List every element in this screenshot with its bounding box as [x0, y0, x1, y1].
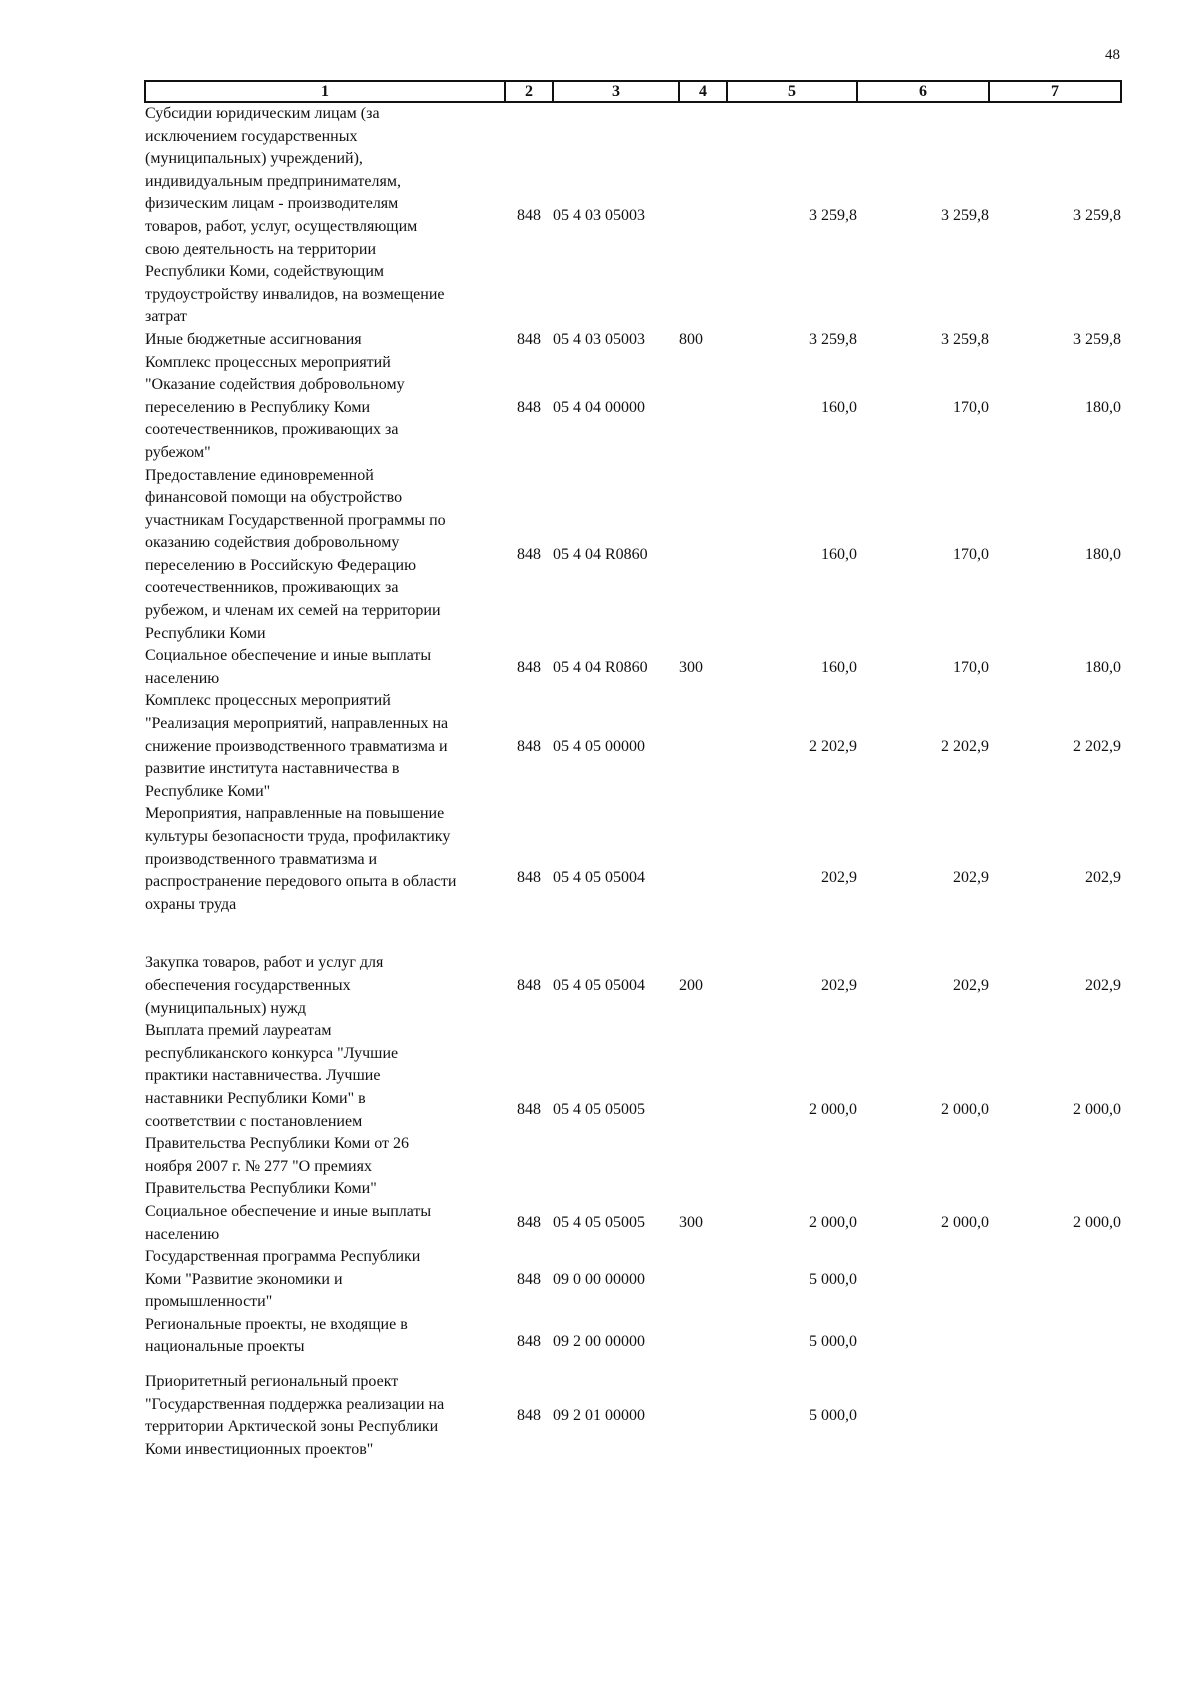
row-name: [145, 1246, 505, 1314]
row-name-line: физическим лицам - производителям: [145, 195, 399, 213]
column-number-header: [145, 81, 1121, 102]
grbs-code: 848: [517, 1406, 541, 1424]
amount-col-6: 202,9: [953, 868, 989, 886]
row-name-line: затрат: [145, 308, 187, 326]
amount-col-6: 2 000,0: [941, 1101, 989, 1119]
header-col-5: 5: [727, 81, 857, 102]
header-col-7: 7: [989, 81, 1121, 102]
amount-col-7: 2 000,0: [1073, 1214, 1121, 1232]
row-name-line: территории Арктической зоны Республики: [145, 1418, 439, 1436]
row-name: [145, 1314, 505, 1371]
grbs-code: 848: [517, 1270, 541, 1288]
header-col-2: 2: [505, 81, 553, 102]
row-name-line: Правительства Республики Коми от 26: [145, 1135, 409, 1153]
amount-col-5: 160,0: [821, 398, 857, 416]
expense-type-code: [679, 1020, 727, 1201]
amount-col-5: 2 000,0: [809, 1214, 857, 1232]
target-article-code: 09 2 00 00000: [553, 1333, 645, 1351]
amount-col-5: 160,0: [821, 658, 857, 676]
header-col-1: 1: [145, 81, 505, 102]
amount-col-5: 160,0: [821, 545, 857, 563]
amount-col-6: 2 000,0: [941, 1214, 989, 1232]
row-name-line: развитие института наставничества в: [145, 760, 400, 778]
amount-col-5: 2 202,9: [809, 737, 857, 755]
amount-col-5: 3 259,8: [809, 206, 857, 224]
row-name-line: распространение передового опыта в области: [145, 873, 457, 891]
row-name-line: соответствии с постановлением: [145, 1112, 363, 1130]
row-name-line: финансовой помощи на обустройство: [145, 489, 403, 507]
row-name-line: (муниципальных) нужд: [145, 999, 306, 1017]
row-name-line: Выплата премий лауреатам: [145, 1022, 332, 1040]
expense-type-code: [679, 1246, 727, 1314]
row-name-line: Иные бюджетные ассигнования: [145, 330, 362, 348]
row-name: [145, 1201, 505, 1246]
amount-col-5: 2 000,0: [809, 1101, 857, 1119]
row-name-line: Государственная программа Республики: [145, 1248, 421, 1266]
table-row: [145, 329, 1121, 352]
row-name-line: практики наставничества. Лучшие: [145, 1067, 381, 1085]
row-name-line: населению: [145, 669, 220, 687]
grbs-code: 848: [517, 206, 541, 224]
row-name-line: Субсидии юридическим лицам (за: [145, 105, 380, 122]
row-name: [145, 645, 505, 690]
row-name-line: республиканского конкурса "Лучшие: [145, 1044, 399, 1062]
row-name-line: рубежом, и членам их семей на территории: [145, 602, 441, 620]
amount-col-7: 3 259,8: [1073, 330, 1121, 348]
row-name-line: оказанию содействия добровольному: [145, 534, 400, 552]
row-name: [145, 952, 505, 1020]
row-name: [145, 803, 505, 952]
row-name-line: Предоставление единовременной: [145, 466, 374, 484]
amount-col-5: 3 259,8: [809, 330, 857, 348]
grbs-code: 848: [517, 976, 541, 994]
amount-col-6: 3 259,8: [941, 330, 989, 348]
target-article-code: 05 4 05 05004: [553, 868, 645, 886]
row-name-line: (муниципальных) учреждений),: [145, 150, 363, 168]
amount-col-7: 202,9: [1085, 976, 1121, 994]
amount-col-6: 3 259,8: [941, 206, 989, 224]
row-name-line: Социальное обеспечение и иные выплаты: [145, 647, 432, 665]
grbs-code: 848: [517, 868, 541, 886]
expense-type-code: 800: [679, 330, 703, 348]
expense-type-code: 200: [679, 976, 703, 994]
grbs-code: 848: [517, 1333, 541, 1351]
row-name-line: Социальное обеспечение и иные выплаты: [145, 1202, 432, 1220]
row-name-line: исключением государственных: [145, 127, 358, 145]
grbs-code: 848: [517, 658, 541, 676]
table-row: [145, 1201, 1121, 1246]
amount-col-7: 2 000,0: [1073, 1101, 1121, 1119]
row-name-line: охраны труда: [145, 895, 237, 913]
row-name: [145, 690, 505, 803]
row-name-line: Региональные проекты, не входящие в: [145, 1315, 408, 1333]
expense-type-code: [679, 1314, 727, 1371]
row-name-line: наставники Республики Коми" в: [145, 1089, 366, 1107]
row-name: [145, 1020, 505, 1201]
row-name-line: промышленности": [145, 1293, 273, 1311]
row-name-line: Приоритетный региональный проект: [145, 1373, 399, 1391]
row-name-line: товаров, работ, услуг, осуществляющим: [145, 217, 418, 235]
amount-col-6: 170,0: [953, 545, 989, 563]
row-name-line: переселению в Республику Коми: [145, 398, 371, 416]
amount-col-7: [989, 1246, 1121, 1314]
row-name-line: ноября 2007 г. № 277 "О премиях: [145, 1157, 372, 1175]
target-article-code: 05 4 05 05005: [553, 1214, 645, 1232]
grbs-code: 848: [517, 330, 541, 348]
table-row: [145, 952, 1121, 1020]
row-name-line: Комплекс процессных мероприятий: [145, 692, 391, 710]
expense-type-code: 300: [679, 1214, 703, 1232]
row-name-line: Правительства Республики Коми": [145, 1180, 377, 1198]
target-article-code: 05 4 04 R0860: [553, 658, 648, 676]
row-name-line: рубежом": [145, 443, 211, 461]
amount-col-7: [989, 1314, 1121, 1371]
header-col-4: 4: [679, 81, 727, 102]
header-col-3: 3: [553, 81, 679, 102]
amount-col-7: 180,0: [1085, 398, 1121, 416]
row-name: [145, 329, 505, 352]
row-name-line: индивидуальным предпринимателям,: [145, 172, 401, 190]
amount-col-7: [989, 1371, 1121, 1461]
row-name-line: культуры безопасности труда, профилактику: [145, 828, 451, 845]
amount-col-5: 202,9: [821, 868, 857, 886]
amount-col-7: 180,0: [1085, 658, 1121, 676]
amount-col-5: 5 000,0: [809, 1270, 857, 1288]
grbs-code: 848: [517, 398, 541, 416]
expense-type-code: [679, 352, 727, 465]
row-name-line: Мероприятия, направленные на повышение: [145, 805, 445, 823]
target-article-code: 09 0 00 00000: [553, 1270, 645, 1288]
amount-col-7: 2 202,9: [1073, 737, 1121, 755]
expense-type-code: 300: [679, 658, 703, 676]
target-article-code: 05 4 05 05004: [553, 976, 645, 994]
expense-type-code: [679, 803, 727, 952]
row-name-line: соотечественников, проживающих за: [145, 579, 399, 597]
table-row: [145, 1371, 1121, 1461]
grbs-code: 848: [517, 545, 541, 563]
amount-col-6: [857, 1246, 989, 1314]
row-name-line: Республики Коми: [145, 624, 266, 642]
row-name-line: переселению в Российскую Федерацию: [145, 556, 417, 574]
amount-col-6: [857, 1314, 989, 1371]
row-name-line: "Государственная поддержка реализации на: [145, 1395, 445, 1413]
target-article-code: 09 2 01 00000: [553, 1406, 645, 1424]
target-article-code: 05 4 05 00000: [553, 737, 645, 755]
row-name: [145, 102, 505, 329]
row-name-line: снижение производственного травматизма и: [145, 737, 448, 755]
row-name: [145, 465, 505, 646]
table-row: [145, 645, 1121, 690]
row-name-line: Комплекс процессных мероприятий: [145, 353, 391, 371]
table-row: [145, 102, 1121, 329]
table-row: [145, 465, 1121, 646]
amount-col-6: 2 202,9: [941, 737, 989, 755]
amount-col-6: [857, 1371, 989, 1461]
row-name-line: обеспечения государственных: [145, 976, 351, 994]
amount-col-6: 170,0: [953, 658, 989, 676]
expense-type-code: [679, 465, 727, 646]
target-article-code: 05 4 04 R0860: [553, 545, 648, 563]
target-article-code: 05 4 03 05003: [553, 206, 645, 224]
amount-col-7: 3 259,8: [1073, 206, 1121, 224]
row-name-line: свою деятельность на территории: [145, 240, 377, 258]
budget-table: [144, 80, 1122, 1461]
amount-col-6: 202,9: [953, 976, 989, 994]
page-number: 48: [1105, 47, 1120, 63]
row-name-line: трудоустройству инвалидов, на возмещение: [145, 285, 445, 303]
row-name-line: Коми "Развитие экономики и: [145, 1270, 343, 1288]
row-name: [145, 1371, 505, 1461]
table-row: [145, 1246, 1121, 1314]
amount-col-6: 170,0: [953, 398, 989, 416]
grbs-code: 848: [517, 1101, 541, 1119]
table-row: [145, 352, 1121, 465]
row-name: [145, 352, 505, 465]
grbs-code: 848: [517, 1214, 541, 1232]
row-name-line: населению: [145, 1225, 220, 1243]
amount-col-5: 5 000,0: [809, 1333, 857, 1351]
expense-type-code: [679, 102, 727, 329]
row-name-line: производственного травматизма и: [145, 850, 378, 868]
row-name-line: Коми инвестиционных проектов": [145, 1440, 374, 1458]
expense-type-code: [679, 690, 727, 803]
target-article-code: 05 4 05 05005: [553, 1101, 645, 1119]
table-row: [145, 1020, 1121, 1201]
amount-col-5: 5 000,0: [809, 1406, 857, 1424]
amount-col-7: 180,0: [1085, 545, 1121, 563]
table-row: [145, 690, 1121, 803]
header-col-6: 6: [857, 81, 989, 102]
row-name-line: национальные проекты: [145, 1338, 305, 1356]
table-row: [145, 1314, 1121, 1371]
row-name-line: Республике Коми": [145, 782, 271, 800]
expense-type-code: [679, 1371, 727, 1461]
row-name-line: участникам Государственной программы по: [145, 511, 446, 529]
table-row: [145, 803, 1121, 952]
row-name-line: соотечественников, проживающих за: [145, 421, 399, 439]
amount-col-7: 202,9: [1085, 868, 1121, 886]
row-name-line: "Реализация мероприятий, направленных на: [145, 715, 449, 733]
amount-col-5: 202,9: [821, 976, 857, 994]
row-name-line: Республики Коми, содействующим: [145, 263, 385, 281]
grbs-code: 848: [517, 737, 541, 755]
target-article-code: 05 4 03 05003: [553, 330, 645, 348]
row-name-line: "Оказание содействия добровольному: [145, 376, 405, 394]
row-name-line: Закупка товаров, работ и услуг для: [145, 954, 384, 972]
target-article-code: 05 4 04 00000: [553, 398, 645, 416]
budget-table-body: [145, 102, 1121, 1461]
